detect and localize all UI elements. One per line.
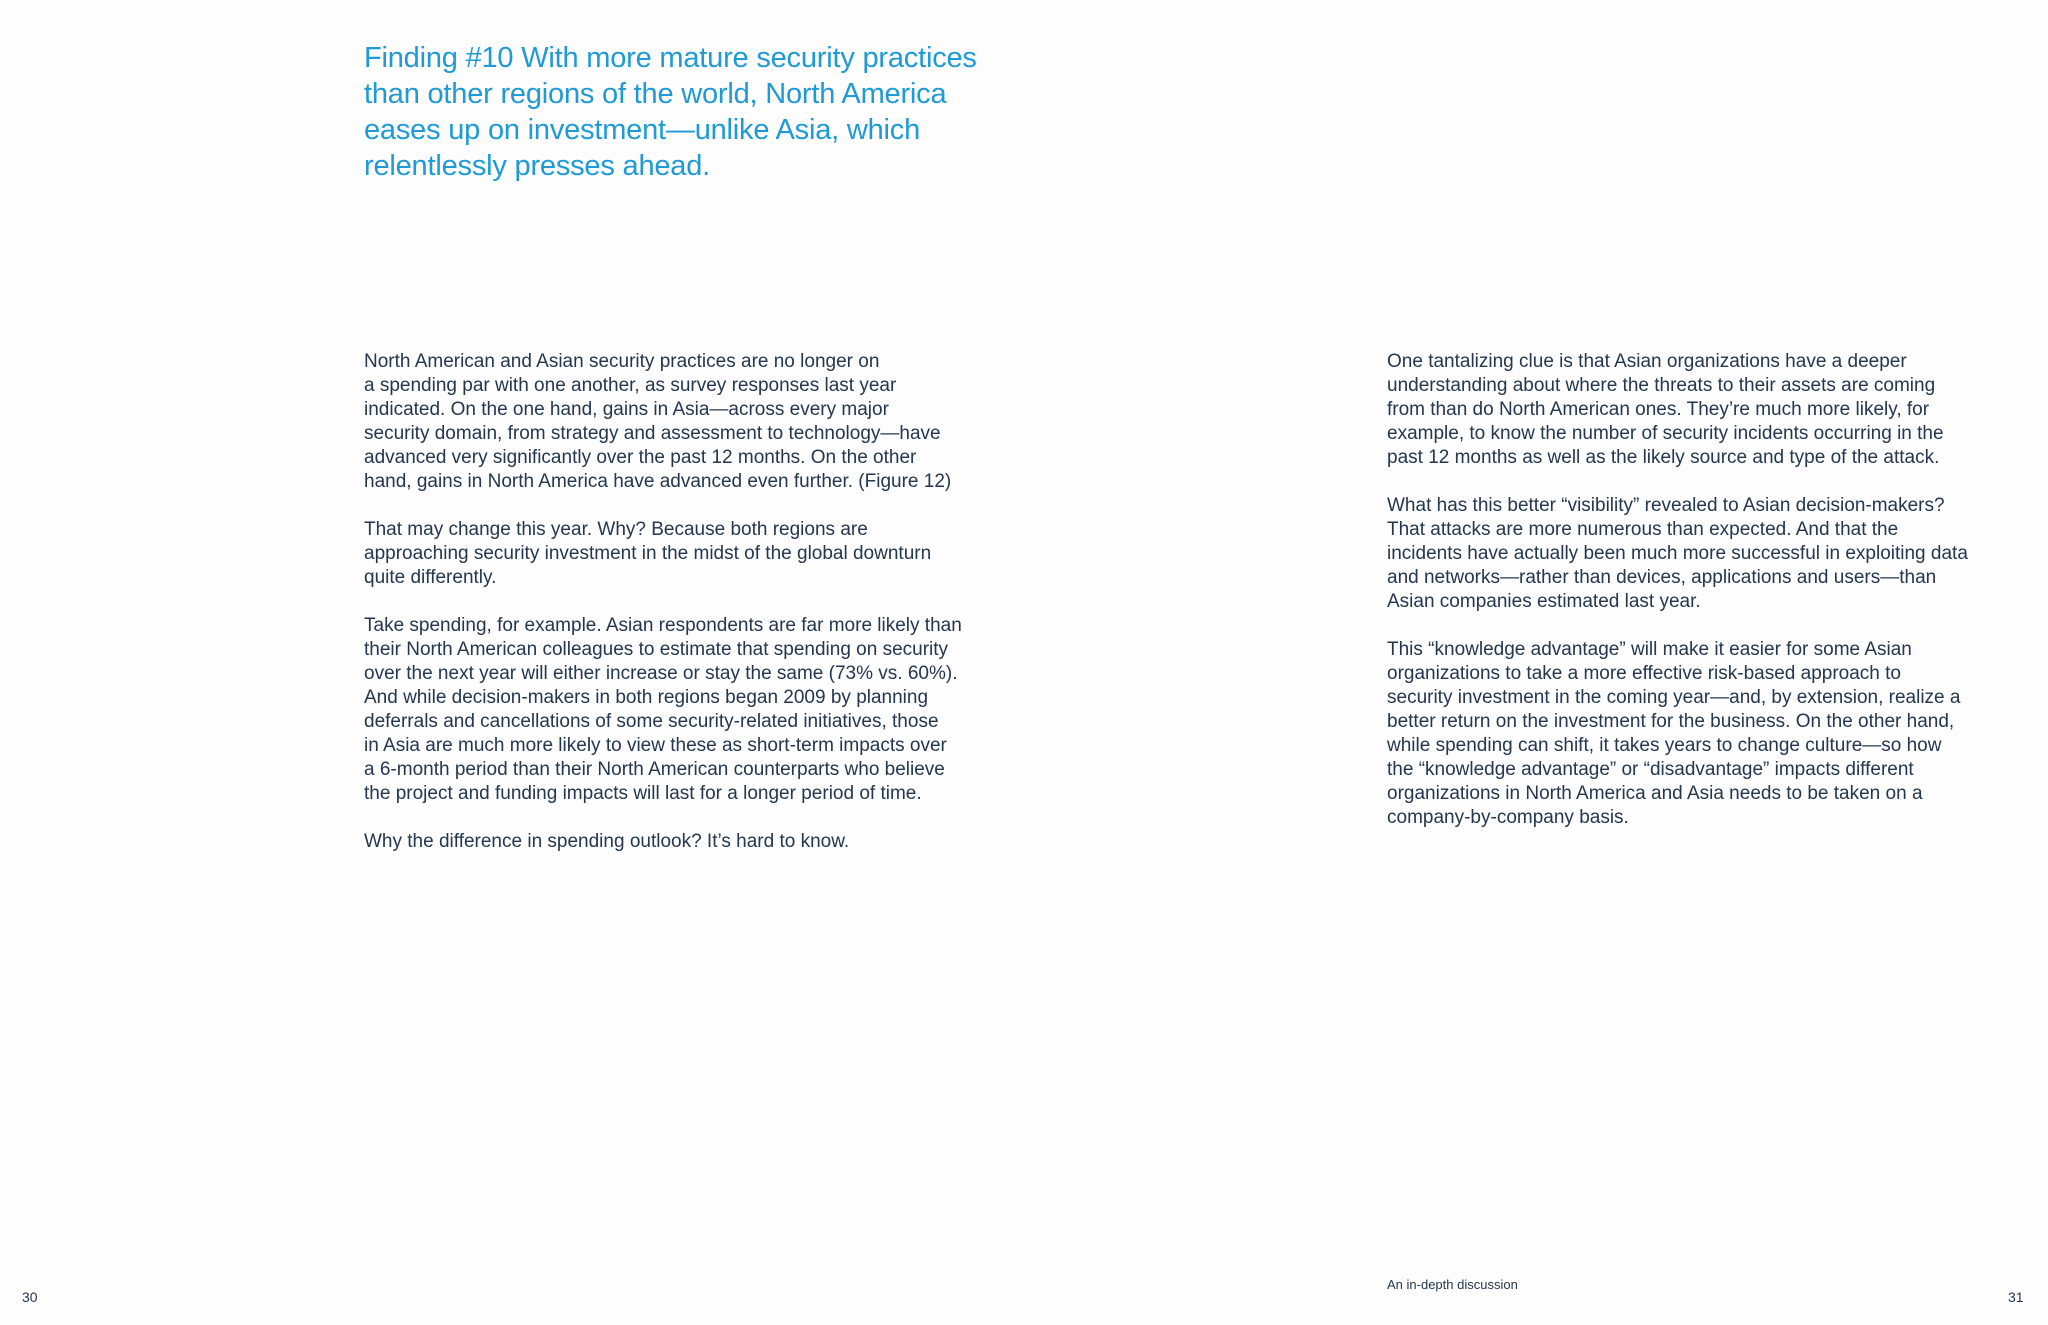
left-paragraph-3: Take spending, for example. Asian respondents are far more likely than their North American colleagues to estimate that spending on security over the next year will either increase or stay the same (73% vs. 60%). And while decision-makers in both regions began 2009 by planning deferrals and cancellations of some security-related initiatives, those in Asia are much more likely to view these as short-term impacts over a 6-month period than their North American counterparts who believe the project and funding impacts will last for a longer period of time. bbox=[364, 615, 962, 804]
left-paragraph-4: Why the difference in spending outlook? It’s hard to know. bbox=[364, 831, 850, 852]
right-paragraph-2: What has this better “visibility” revealed to Asian decision-makers? That attacks are more numerous than expected. And that the incidents have actually been much more successful in exploiting data and networks—rather than devices, applications and users—than Asian companies estimated last year. bbox=[1387, 495, 1968, 612]
right-paragraph-1: One tantalizing clue is that Asian organizations have a deeper understanding about where the threats to their assets are coming from than do North American ones. They’re much more likely, for example, to know the number of security incidents occurring in the past 12 months as well as the likely source and type of the attack. bbox=[1387, 351, 1944, 468]
right-column bbox=[1387, 350, 2027, 854]
section-footer-label: An in-depth discussion bbox=[1387, 1277, 1518, 1292]
left-column bbox=[364, 350, 1004, 878]
left-paragraph-2: That may change this year. Why? Because both regions are approaching security investment in the midst of the global downturn quite differently. bbox=[364, 519, 932, 588]
left-paragraph-1: North American and Asian security practices are no longer on a spending par with one another, as survey responses last year indicated. On the one hand, gains in Asia—across every major security domain, from strategy and assessment to technology—have advanced very significantly over the past 12 months. On the other hand, gains in North America have advanced even further. (Figure 12) bbox=[364, 351, 952, 492]
page-number-right: 31 bbox=[2008, 1289, 2024, 1305]
page-number-left: 30 bbox=[22, 1289, 38, 1305]
finding-heading: Finding #10 With more mature security practices than other regions of the world, North America eases up on investment—unlike Asia, which relentlessly presses ahead. bbox=[364, 42, 977, 182]
right-paragraph-3: This “knowledge advantage” will make it easier for some Asian organizations to take a more effective risk-based approach to security investment in the coming year—and, by extension, realize a better return on the investment for the business. On the other hand, while spending can shift, it takes years to change culture—so how the “knowledge advantage” or “disadvantage” impacts different organizations in North America and Asia needs to be taken on a company-by-company basis. bbox=[1387, 639, 1961, 828]
